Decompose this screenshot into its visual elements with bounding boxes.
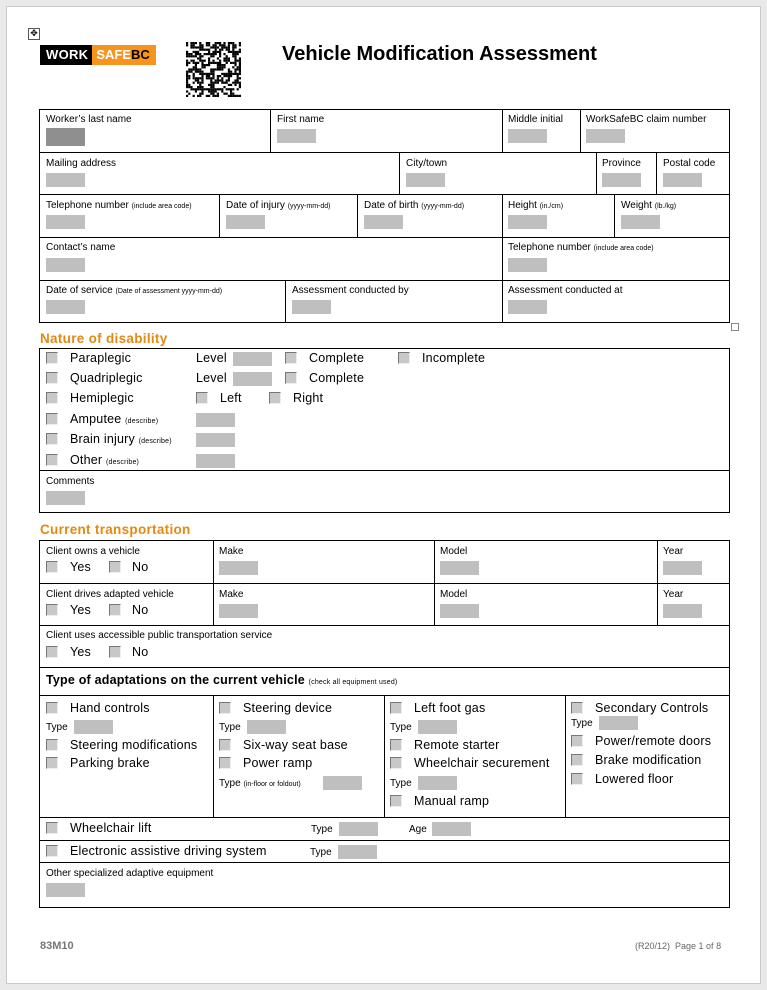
drives-adapted-yes-label: Yes (70, 603, 91, 617)
paraplegic-incomplete-checkbox[interactable] (398, 352, 410, 364)
wheelchair-lift-age-label: Age (409, 824, 427, 835)
power-remote-doors-label: Power/remote doors (595, 734, 712, 748)
brain-injury-label: Brain injury (describe) (70, 432, 172, 446)
manual-ramp-checkbox[interactable] (390, 795, 402, 807)
contact-name-field[interactable] (46, 258, 85, 272)
brain-injury-checkbox[interactable] (46, 433, 58, 445)
electronic-system-checkbox[interactable] (46, 845, 58, 857)
lowered-floor-checkbox[interactable] (571, 773, 583, 785)
owned-make-field[interactable] (219, 561, 258, 575)
wheelchair-lift-type-label: Type (311, 824, 333, 835)
manual-ramp-label: Manual ramp (414, 794, 490, 808)
wheelchair-securement-type-label: Type (390, 778, 412, 789)
other-disability-checkbox[interactable] (46, 454, 58, 466)
adapted-model-field[interactable] (440, 604, 479, 618)
left-foot-gas-label: Left foot gas (414, 701, 486, 715)
disability-section-title: Nature of disability (40, 331, 168, 346)
middle-initial-label: Middle initial (508, 114, 564, 125)
wheelchair-securement-type-field[interactable] (418, 776, 457, 790)
steering-modifications-label: Steering modifications (70, 738, 198, 752)
assessment-at-label: Assessment conducted at (508, 285, 623, 296)
owns-vehicle-label: Client owns a vehicle (46, 546, 140, 557)
assessment-by-field[interactable] (292, 300, 331, 314)
contact-telephone-label: Telephone number (include area code) (508, 242, 654, 253)
hemiplegic-right-label: Right (293, 391, 324, 405)
weight-field[interactable] (621, 215, 660, 229)
owns-vehicle-no-label: No (132, 560, 149, 574)
left-foot-gas-type-field[interactable] (418, 720, 457, 734)
six-way-seat-checkbox[interactable] (219, 739, 231, 751)
worksafebc-logo: WORK SAFEBC (40, 45, 156, 65)
power-ramp-checkbox[interactable] (219, 757, 231, 769)
assessment-at-field[interactable] (508, 300, 547, 314)
form-code: 83M10 (40, 940, 74, 952)
owned-year-field[interactable] (663, 561, 702, 575)
public-transport-no-label: No (132, 645, 149, 659)
page-title: Vehicle Modification Assessment (282, 43, 597, 65)
secondary-controls-type-field[interactable] (599, 716, 638, 730)
public-transport-label: Client uses accessible public transportation service (46, 630, 273, 641)
weight-label: Weight (lb./kg) (621, 200, 677, 211)
brake-modification-label: Brake modification (595, 753, 702, 767)
quadriplegic-level-field[interactable] (233, 372, 272, 386)
postal-code-field[interactable] (663, 173, 702, 187)
paraplegic-level-field[interactable] (233, 352, 272, 366)
hand-controls-label: Hand controls (70, 701, 150, 715)
last-name-label: Worker’s last name (46, 114, 132, 125)
claim-number-label: WorkSafeBC claim number (586, 114, 707, 125)
postal-code-label: Postal code (663, 158, 716, 169)
brain-injury-describe-field[interactable] (196, 433, 235, 447)
remote-starter-label: Remote starter (414, 738, 500, 752)
mailing-address-label: Mailing address (46, 158, 117, 169)
hemiplegic-left-checkbox[interactable] (196, 392, 208, 404)
wheelchair-lift-age-field[interactable] (432, 822, 471, 836)
owned-year-label: Year (663, 546, 684, 557)
paraplegic-level-label: Level (196, 351, 227, 365)
adapted-year-field[interactable] (663, 604, 702, 618)
province-field[interactable] (602, 173, 641, 187)
date-of-injury-label: Date of injury (yyyy-mm-dd) (226, 200, 331, 211)
transport-section-title: Current transportation (40, 522, 191, 537)
electronic-system-label: Electronic assistive driving system (70, 844, 267, 858)
hemiplegic-label: Hemiplegic (70, 391, 134, 405)
disability-table (39, 348, 730, 513)
date-of-birth-label: Date of birth (yyyy-mm-dd) (364, 200, 465, 211)
qr-code-icon (186, 42, 241, 97)
quadriplegic-complete-checkbox[interactable] (285, 372, 297, 384)
owns-vehicle-no-checkbox[interactable] (109, 561, 121, 573)
steering-device-type-label: Type (219, 722, 241, 733)
other-equipment-field[interactable] (46, 883, 85, 897)
owns-vehicle-yes-label: Yes (70, 560, 91, 574)
public-transport-no-checkbox[interactable] (109, 646, 121, 658)
parking-brake-checkbox[interactable] (46, 757, 58, 769)
wheelchair-lift-label: Wheelchair lift (70, 821, 152, 835)
adapted-model-label: Model (440, 589, 468, 600)
hemiplegic-right-checkbox[interactable] (269, 392, 281, 404)
other-disability-label: Other (describe) (70, 453, 140, 467)
last-name-field[interactable] (46, 128, 85, 146)
paraplegic-label: Paraplegic (70, 351, 132, 365)
secondary-controls-checkbox[interactable] (571, 702, 583, 714)
adaptations-heading: Type of adaptations on the current vehicle (check all equipment used) (46, 673, 398, 687)
left-foot-gas-checkbox[interactable] (390, 702, 402, 714)
owned-model-label: Model (440, 546, 468, 557)
city-field[interactable] (406, 173, 445, 187)
power-ramp-label: Power ramp (243, 756, 313, 770)
contact-telephone-field[interactable] (508, 258, 547, 272)
city-label: City/town (406, 158, 448, 169)
first-name-field[interactable] (277, 129, 316, 143)
telephone-field[interactable] (46, 215, 85, 229)
middle-initial-field[interactable] (508, 129, 547, 143)
comments-label: Comments (46, 476, 95, 487)
hand-controls-type-field[interactable] (74, 720, 113, 734)
date-of-injury-field[interactable] (226, 215, 265, 229)
claim-number-field[interactable] (586, 129, 625, 143)
adapted-make-field[interactable] (219, 604, 258, 618)
secondary-controls-type-label: Type (571, 718, 593, 729)
public-transport-yes-checkbox[interactable] (46, 646, 58, 658)
steering-device-label: Steering device (243, 701, 333, 715)
parking-brake-label: Parking brake (70, 756, 150, 770)
owned-model-field[interactable] (440, 561, 479, 575)
remote-starter-checkbox[interactable] (390, 739, 402, 751)
amputee-describe-field[interactable] (196, 413, 235, 427)
adapted-make-label: Make (219, 589, 244, 600)
wheelchair-securement-checkbox[interactable] (390, 757, 402, 769)
paraplegic-complete-checkbox[interactable] (285, 352, 297, 364)
height-field[interactable] (508, 215, 547, 229)
paraplegic-complete-label: Complete (309, 351, 365, 365)
quadriplegic-level-label: Level (196, 371, 227, 385)
hemiplegic-checkbox[interactable] (46, 392, 58, 404)
comments-field[interactable] (46, 491, 85, 505)
province-label: Province (602, 158, 641, 169)
secondary-controls-label: Secondary Controls (595, 701, 709, 715)
drives-adapted-no-checkbox[interactable] (109, 604, 121, 616)
brake-modification-checkbox[interactable] (571, 754, 583, 766)
date-of-service-label: Date of service (Date of assessment yyyy-mm-dd) (46, 285, 223, 296)
drives-adapted-yes-checkbox[interactable] (46, 604, 58, 616)
quadriplegic-checkbox[interactable] (46, 372, 58, 384)
public-transport-yes-label: Yes (70, 645, 91, 659)
contact-name-label: Contact’s name (46, 242, 116, 253)
assessment-by-label: Assessment conducted by (292, 285, 409, 296)
telephone-label: Telephone number (include area code) (46, 200, 192, 211)
drives-adapted-no-label: No (132, 603, 149, 617)
power-ramp-type-field[interactable] (323, 776, 362, 790)
electronic-system-type-field[interactable] (338, 845, 377, 859)
quadriplegic-label: Quadriplegic (70, 371, 143, 385)
power-ramp-type-label: Type (in-floor or foldout) (219, 778, 301, 789)
amputee-checkbox[interactable] (46, 413, 58, 425)
hand-controls-checkbox[interactable] (46, 702, 58, 714)
other-disability-describe-field[interactable] (196, 454, 235, 468)
first-name-label: First name (277, 114, 325, 125)
date-of-service-field[interactable] (46, 300, 85, 314)
owns-vehicle-yes-checkbox[interactable] (46, 561, 58, 573)
hand-controls-type-label: Type (46, 722, 68, 733)
adapted-year-label: Year (663, 589, 684, 600)
wheelchair-lift-type-field[interactable] (339, 822, 378, 836)
steering-modifications-checkbox[interactable] (46, 739, 58, 751)
table-resize-handle[interactable] (731, 323, 739, 331)
quadriplegic-complete-label: Complete (309, 371, 365, 385)
paraplegic-incomplete-label: Incomplete (422, 351, 486, 365)
drives-adapted-label: Client drives adapted vehicle (46, 589, 174, 600)
lowered-floor-label: Lowered floor (595, 772, 674, 786)
electronic-system-type-label: Type (310, 847, 332, 858)
power-remote-doors-checkbox[interactable] (571, 735, 583, 747)
amputee-label: Amputee (describe) (70, 412, 159, 426)
steering-device-type-field[interactable] (247, 720, 286, 734)
height-label: Height (in./cm) (508, 200, 564, 211)
steering-device-checkbox[interactable] (219, 702, 231, 714)
date-of-birth-field[interactable] (364, 215, 403, 229)
page-info: (R20/12) Page 1 of 8 (635, 941, 722, 951)
wheelchair-securement-label: Wheelchair securement (414, 756, 550, 770)
other-equipment-label: Other specialized adaptive equipment (46, 868, 214, 879)
left-foot-gas-type-label: Type (390, 722, 412, 733)
owned-make-label: Make (219, 546, 244, 557)
hemiplegic-left-label: Left (220, 391, 242, 405)
table-move-handle-icon[interactable]: ✥ (28, 28, 40, 40)
mailing-address-field[interactable] (46, 173, 85, 187)
paraplegic-checkbox[interactable] (46, 352, 58, 364)
wheelchair-lift-checkbox[interactable] (46, 822, 58, 834)
six-way-seat-label: Six-way seat base (243, 738, 348, 752)
